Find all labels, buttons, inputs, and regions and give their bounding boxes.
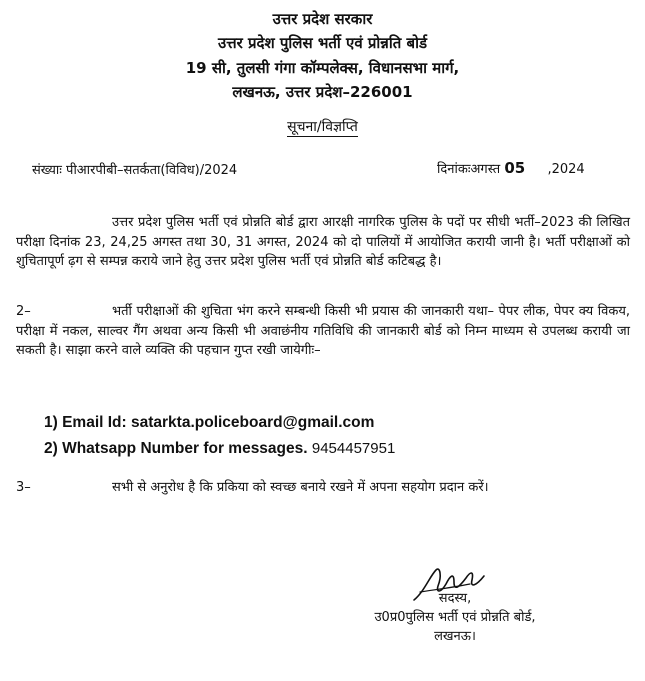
header-government: उत्तर प्रदेश सरकार — [272, 10, 373, 28]
reference-number: संख्याः पीआरपीबी–सतर्कता(विविध)/2024 — [32, 163, 238, 178]
contact-email: 1) Email Id: satarkta.policeboard@gmail.com — [44, 414, 375, 431]
whatsapp-number: 9454457951 — [311, 440, 396, 457]
header-address: 19 सी, तुलसी गंगा कॉम्पलेक्स, विधानसभा मार्ग, — [185, 59, 460, 77]
email-link[interactable]: satarkta.policeboard@gmail.com — [131, 414, 375, 431]
date-year: ,2024 — [547, 162, 585, 177]
signatory-board: उ0प्र0पुलिस भर्ती एवं प्रोन्नति बोर्ड, — [374, 610, 536, 625]
paragraph-2: 2– भर्ती परीक्षाओं की शुचिता भंग करने सम्बन्धी किसी भी प्रयास की जानकारी यथा– पेपर लीक, पेपर क्य विकय, परीक्षा में नकल, साल्वर गैंग अथवा अन्य किसी भी अवाछंनीय गतिविधि की जानकारी बोर्ड को निम्न माध्यम से उपलब्ध करायी जा सकती है। साझा करने वाले व्यक्ति की पहचान गुप्त रखी जायेगीः– — [16, 304, 630, 358]
paragraph-3: 3– सभी से अनुरोध है कि प्रकिया को स्वच्छ बनाये रखने में अपना सहयोग प्रदान करें। — [16, 480, 489, 495]
notice-date — [437, 159, 585, 177]
paragraph-1: उत्तर प्रदेश पुलिस भर्ती एवं प्रोन्नति बोर्ड द्वारा आरक्षी नागरिक पुलिस के पदों पर सीधी भर्ती–2023 की लिखित परीक्षा दिनांक 23, 24,25 अगस्त तथा 30, 31 अगस्त, 2024 को दो पालियों में आयोजित करायी जानी है। भर्ती परीक्षाओं को शुचितापूर्ण ढ़ग से सम्पन्न कराये जाने हेतु उत्तर प्रदेश पुलिस भर्ती एवं प्रोन्नति बोर्ड कटिबद्ध है। — [16, 215, 630, 269]
header-board-name: उत्तर प्रदेश पुलिस भर्ती एवं प्रोन्नति बोर्ड — [218, 34, 427, 52]
date-prefix: दिनांकःअगस्त — [437, 162, 501, 177]
contact-whatsapp: 2) Whatsapp Number for messages. 9454457951 — [44, 440, 396, 457]
header-city: लखनऊ, उत्तर प्रदेश–226001 — [232, 83, 413, 101]
signatory-city: लखनऊ। — [434, 629, 476, 644]
notice-title: सूचना/विज्ञप्ति — [287, 119, 358, 135]
signatory-title: सदस्य, — [438, 591, 472, 606]
signature-block — [330, 589, 580, 646]
date-day: 05 — [504, 159, 526, 177]
